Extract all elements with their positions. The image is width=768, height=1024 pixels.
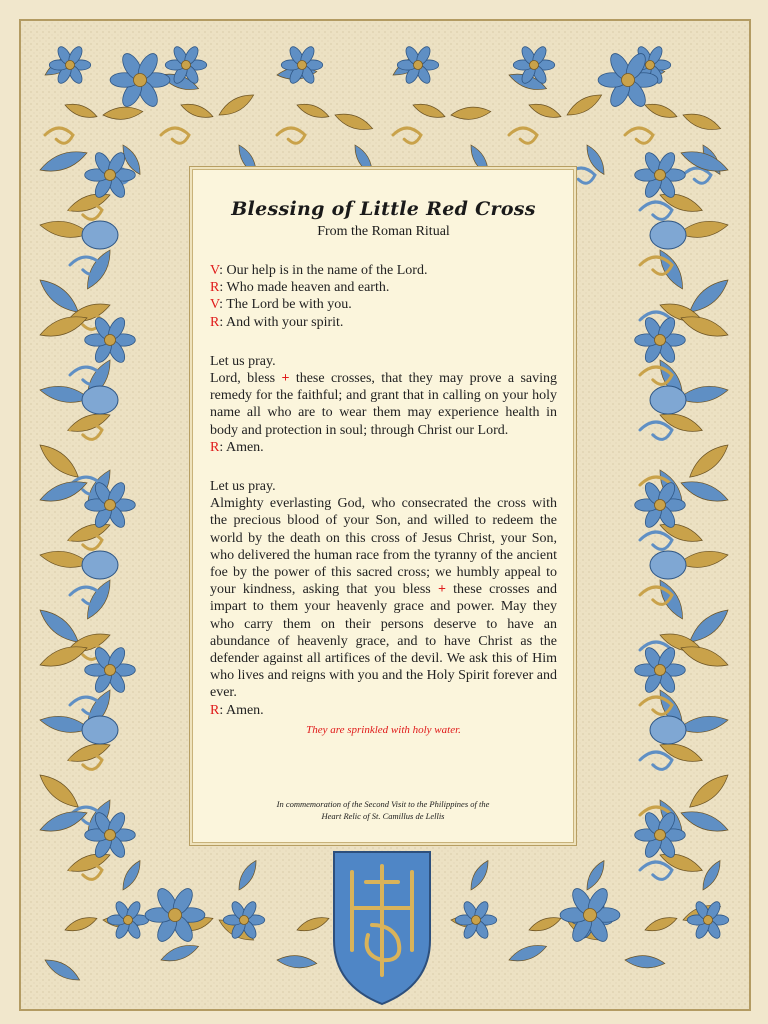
cross-icon: +	[437, 582, 446, 598]
versicle-line: V: The Lord be with you.	[210, 297, 352, 313]
prayer-intro: Let us pray.	[210, 479, 276, 495]
prayer-body: Almighty everlasting God, who consecrated the cross with the precious blood of your Son, and willed to redeem the world by the death on this cross of Jesus Christ, your Son, who delivered the human race from the tyranny of the ancient foe by the power of this sacred cross; we humbly appeal to your kindness, asking that you bless + these crosses and impart to them your heavenly grace and power. May they who carry them on their persons deserve to have an abundance of heavenly grace, and to have Christ as the defender against all artifices of the devil. We ask this of Him who lives and reigns with you and the Holy Spirit forever and ever.	[210, 496, 557, 701]
prayer-one	[210, 353, 557, 456]
prayer-response: R: Amen.	[210, 702, 264, 718]
prayer-two	[210, 478, 557, 739]
prayer-response: R: Amen.	[210, 439, 264, 455]
versicle-line: R: Who made heaven and earth.	[210, 280, 390, 296]
versicle-list	[210, 262, 557, 331]
page-subtitle: From the Roman Ritual	[317, 224, 450, 239]
commemoration: In commemoration of the Second Visit to the Philippines of the Heart Relic of St. Camillus de Lellis	[276, 799, 490, 821]
text-panel	[193, 170, 573, 842]
prayer-body: Lord, bless + these crosses, that they may prove a saving remedy for the faithful; and grant that in calling on your holy name all who are to wear them may experience health in body and protection in soul; through Christ our Lord.	[210, 371, 557, 438]
cross-icon: +	[281, 371, 290, 387]
page-title: Blessing of Little Red Cross	[231, 198, 536, 220]
versicle-line: R: And with your spirit.	[210, 314, 344, 330]
prayer-intro: Let us pray.	[210, 353, 276, 369]
versicle-line: V: Our help is in the name of the Lord.	[210, 263, 428, 278]
rubric-note: They are sprinkled with holy water.	[306, 723, 461, 736]
ihs-shield-emblem-icon	[334, 852, 430, 1004]
